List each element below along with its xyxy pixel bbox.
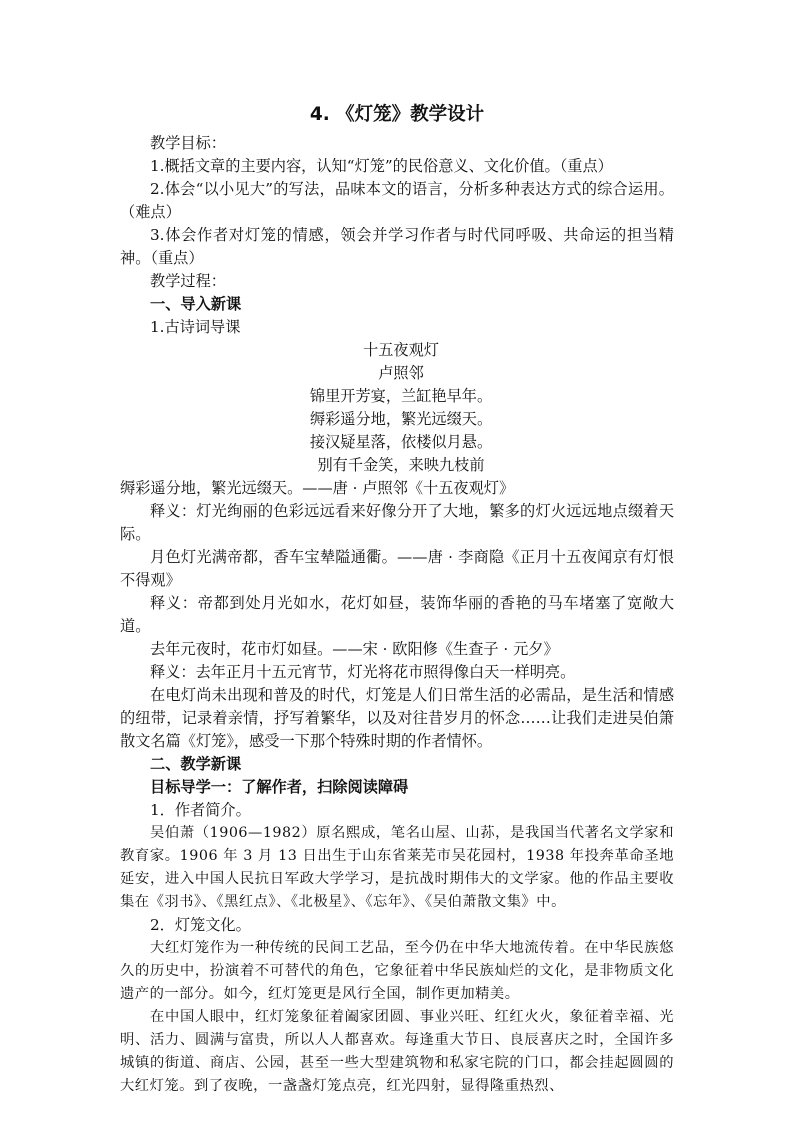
objective-item: 3.体会作者对灯笼的情感，领会并学习作者与时代同呼吸、共命运的担当精神。（重点） xyxy=(120,226,674,267)
poem-line: 接汉疑星落，依楼似月悬。 xyxy=(309,433,493,451)
poem-title: 十五夜观灯 xyxy=(363,341,439,359)
quote-line: 去年元夜时，花市灯如昼。——宋 · 欧阳修《生查子 · 元夕》 xyxy=(150,640,559,658)
poem-block xyxy=(120,339,674,477)
objective-item: 2.体会“以小见大”的写法，品味本文的语言，分析多种表达方式的综合运用。（难点） xyxy=(120,180,674,221)
quote-explanation: 释义：帝都到处月光如水，花灯如昼，装饰华丽的香艳的马车堵塞了宽敞大道。 xyxy=(120,594,674,635)
culture-heading: 2．灯笼文化。 xyxy=(150,916,251,934)
section-heading: 一、导入新课 xyxy=(150,295,242,313)
objective-item: 1.概括文章的主要内容，认知“灯笼”的民俗意义、文化价值。（重点） xyxy=(150,157,613,175)
poem-author: 卢照邻 xyxy=(378,364,424,382)
author-heading: 1．作者简介。 xyxy=(150,801,251,819)
document-title: 4. 《灯笼》教学设计 xyxy=(309,104,485,125)
quote-explanation: 释义：去年正月十五元宵节，灯光将花市照得像白天一样明亮。 xyxy=(150,663,576,681)
quote-explanation: 释义：灯光绚丽的色彩远远看来好像分开了大地，繁多的灯火远远地点缀着天际。 xyxy=(120,502,674,543)
intro-paragraph: 在电灯尚未出现和普及的时代，灯笼是人们日常生活的必需品，是生活和情感的纽带，记录着亲情，抒写着繁华，以及对往昔岁月的怀念……让我们走进吴伯箫散文名篇《灯笼》，感受一下那个特殊时期的作者情怀。 xyxy=(120,686,674,750)
author-paragraph: 吴伯萧（1906—1982）原名熙成，笔名山屋、山荪，是我国当代著名文学家和教育家。1906 年 3 月 13 日出生于山东省莱芜市吴花园村，1938 年投奔革命圣地延安，进入中国人民抗日军政大学学习，是抗战时期伟大的文学家。他的作品主要收集在《羽书》、《黑红点》、《北极星》、《忘年》、《吴伯萧散文集》中。 xyxy=(120,825,674,910)
quote-line: 缛彩遥分地，繁光远缀天。——唐 · 卢照邻《十五夜观灯》 xyxy=(120,479,515,497)
poem-line: 锦里开芳宴，兰缸艳早年。 xyxy=(309,387,493,405)
culture-paragraph: 大红灯笼作为一种传统的民间工艺品，至今仍在中华大地流传着。在中华民族悠久的历史中，扮演着不可替代的角色，它象征着中华民族灿烂的文化，是非物质文化遗产的一部分。如今，红灯笼更是风行全国，制作更加精美。 xyxy=(120,940,674,1002)
poem-line: 缛彩遥分地，繁光远缀天。 xyxy=(309,410,493,428)
document-body xyxy=(120,101,674,1098)
subsection-heading: 1.古诗词导课 xyxy=(150,318,241,336)
goal-heading: 目标导学一：了解作者，扫除阅读障碍 xyxy=(150,778,409,796)
poem-line: 别有千金笑，来映九枝前 xyxy=(317,456,485,474)
process-heading: 教学过程： xyxy=(150,272,226,290)
culture-paragraph: 在中国人眼中，红灯笼象征着阖家团圆、事业兴旺、红红火火，象征着幸福、光明、活力、圆满与富贵，所以人人都喜欢。每逢重大节日、良辰喜庆之时，全国许多城镇的街道、商店、公园，甚至一些大型建筑物和私家宅院的门口，都会挂起圆圆的大红灯笼。到了夜晚，一盏盏灯笼点亮，红光四射，显得隆重热烈、 xyxy=(120,1009,674,1094)
quote-line: 月色灯光满帝都，香车宝辇隘通衢。——唐 · 李商隐《正月十五夜闻京有灯恨不得观》 xyxy=(120,548,674,589)
objectives-heading: 教学目标： xyxy=(150,134,226,152)
section-heading: 二、教学新课 xyxy=(150,755,242,773)
